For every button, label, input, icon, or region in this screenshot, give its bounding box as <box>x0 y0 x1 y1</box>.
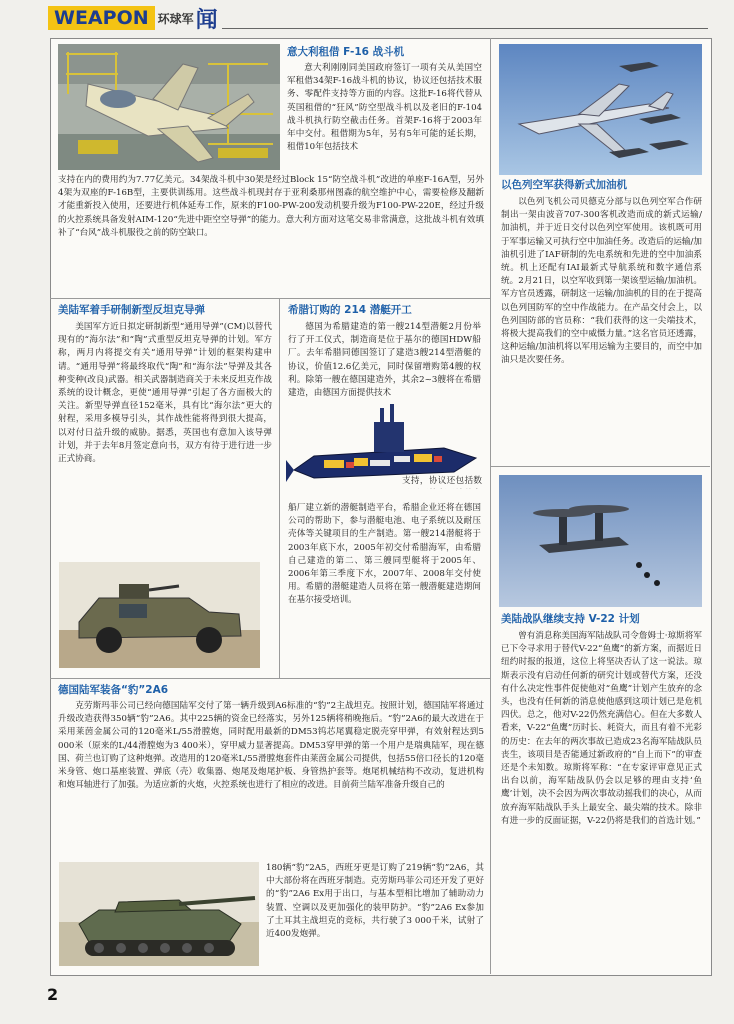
sub-body-top-text: 德国为希腊建造的第一艘214型潜艇2月份举行了开工仪式，制造商是位于基尔的德国HDW船厂。去年希腊同德国签订了建造3艘214型潜艇的协议，价值12.6亿美元，同时保留增购第4艘的权利。除第一艘在德国建造外，其余2~3艘将在希腊建造，由德国方面提供技术 <box>288 322 481 399</box>
sub-title: 希腊订购的 214 潜艇开工 <box>288 304 412 316</box>
separator-2 <box>50 678 490 679</box>
masthead-big-char: 闻 <box>195 6 218 33</box>
sub-body-mid <box>402 475 482 489</box>
v22-illustration <box>499 475 702 607</box>
leopard-body-bottom <box>266 862 484 970</box>
tanker-title: 以色列空军获得新式加油机 <box>501 179 627 191</box>
masthead <box>48 5 218 31</box>
tanker-photo <box>499 44 702 175</box>
sub-body-mid-text: 支持，协议还包括数 <box>402 476 482 486</box>
v22-body <box>501 630 702 968</box>
v22-photo <box>499 475 702 607</box>
leopard-body-top-text: 克劳斯玛菲公司已经向德国陆军交付了第一辆升级到A6标准的“豹”2主战坦克。按照计划，德国陆军将通过升级改造获得350辆“豹”2A6。其中225辆的资金已经落实，另外125辆将稍晚拖后。“豹”2A6的最大改进在于采用莱茵金属公司的120毫米L/55滑膛炮，同时配用最新的DM53钨芯尾翼稳定脱壳穿甲弹，有效射程达到5 000米（原来的L/44滑膛炮为3 400米），穿甲威力显著提高。DM53穿甲弹的第一个用户是瑞典陆军，现在德国、荷兰也订购了这种炮弹。改造用的120毫米L/55滑膛炮套件由莱茵金属公司提供，包括55倍口径长的120毫米身管、炮口基座装置、弹底（壳）收集器、炮尾及炮尾护板、身管热护套等。炮尾机械结构不改动，复进机构和炮耳轴进行了加强。为适应新的火炮，火控系统也进行了相应的改进。目前荷兰陆军准备升级自己的 <box>58 701 484 791</box>
humvee-photo <box>59 562 260 668</box>
f16-body-bottom-text: 支持在内的费用约为7.77亿美元。34架战斗机中30架是经过Block 15“防空战斗机”改进的单座F-16A型，另外4架为双座的F-16B型，主要供训练用。这些战斗机现封存于亚利桑那州图森的航空维护中心，需要检修及翻新才能重新投入使用，还要进行机体延寿工作，原来的F100-PW-200发动机要升级为F100-PW-220E，经过升级的火控系统具备发射AIM-120“先进中距空空导弹”的能力。意大利方面对这笔交易非常满意，这批战斗机有效填补了“台风”战斗机服役之前的防空缺口。 <box>58 175 484 238</box>
middle-divider <box>279 299 280 678</box>
v22-body-text: 曾有消息称美国海军陆战队司令詹姆士·琼斯将军已下令寻求用于替代V-22“鱼鹰”的新方案，而据近日纽约时报的报道，这位上将坚决否认了这一说法。琼斯表示没有启动任何新的研究计划或替代方案，还没有什么决定性事件促使他对“鱼鹰”计划产生放弃的念头，也没有任何新的消息使他感到这项计划已是危机四伏。总之，他对V-22仍然充满信心。但在大多数人看来，V-22“鱼鹰”历时长、耗资大，而且有着不光彩的历史：在去年的两次事故已造成23名海军陆战队员丧生，该项目是否能通过新政府的“自上而下”的审查还是个未知数。琼斯将军称：“在专家评审意见正式出台以前，海军陆战队仍会以足够的理由支持‘鱼鹰’计划，决不会因为两次事故动摇我们的决心，从而放弃海军陆战队手头上最安全、最尖端的技术。除非有进一步的反面证据，V-22仍将是我们的首选计划。” <box>501 631 702 826</box>
page-number: 2 <box>47 985 59 1004</box>
tanker-body <box>501 196 702 462</box>
f16-body-right <box>287 62 482 172</box>
f16-body-right-text: 意大利刚刚同美国政府签订一项有关从美国空军租借34架F-16战斗机的协议，协议还包括技术服务、零配件支持等方面的内容。这批F-16将代替从英国租借的“狂风”防空型战斗机以及老旧的F-104战斗机执行防空截击任务。首架F-16将于2003年年中交付。租借期为5年，另有5年可能的延长期，租借10年包括技术 <box>287 63 482 153</box>
missile-body <box>58 321 272 559</box>
leopard-title: 德国陆军装备“豹”2A6 <box>58 684 169 696</box>
humvee-illustration <box>59 562 260 668</box>
leopard-body-top <box>58 700 484 860</box>
masthead-brand: WEAPON <box>48 6 155 30</box>
missile-body-text: 美国军方近日拟定研制新型“通用导弹”(CM)以替代现有的“海尔法”和“陶”式重型反坦克导弹的计划。军方称，两月内将提交有关“通用导弹”计划的框架构建申请。“通用导弹”将最终取代“陶”和“海尔法”导弹及其各种变种(改良)武器。相关武器制造商关于未来反坦克作战系统的设计概念，更使“通用导弹”引起了各方面极大的关注。新型导弹直径152毫米，具有比“海尔法”更大的射程，采用多模导引头，其作战性能将得到很大提高，以对付日益升级的威胁。据悉，英国也有意加入该导弹计划，并于去年8月签定意向书，双方有待于进行进一步正式协商。 <box>58 322 272 465</box>
right-column-separator <box>491 466 710 467</box>
tanker-body-text: 以色列飞机公司贝德克分部与以色列空军合作研制出一架由波音707-300客机改造而成的新式运输/加油机，并于近日交付以色列空军使用。该机既可用于军事运输又可执行空中加油任务。改造后的运输/加油机引进了IAF研制的先电系统和先进的空中加油系统。机上还配有IAI最新式导航系统和数字通信系统。2月21日，以空军收到第一架该型运输/加油机。军方官员透露，研制这一运输/加油机的目的在于提高以色列国防军的空中作战能力。在产品交付会上，以色列国防部的官员称：“我们获得的这一尖端技术，将极大提高我们的空中威慑力量。”这名官员还透露，这种运输/加油机将以军用运输为主要目的，而空中加油只是次要任务。 <box>501 197 702 366</box>
separator-1 <box>50 298 490 299</box>
f16-body-bottom <box>58 174 484 294</box>
missile-title: 美陆军着手研制新型反坦克导弹 <box>58 304 205 316</box>
f16-title: 意大利租借 F-16 战斗机 <box>287 46 405 58</box>
leopard-photo <box>59 862 259 966</box>
masthead-rule <box>222 28 708 29</box>
f16-illustration <box>58 44 280 170</box>
tank-illustration <box>59 862 259 966</box>
sub-body-bottom <box>288 502 481 674</box>
v22-title: 美陆战队继续支持 V-22 计划 <box>501 613 640 625</box>
f16-photo <box>58 44 280 170</box>
tanker-illustration <box>499 44 702 175</box>
masthead-subtitle: 环球军 <box>157 11 194 26</box>
column-divider <box>490 38 491 974</box>
sub-body-bottom-text: 船厂建立新的潜艇制造平台，希腊企业还将在德国公司的帮助下，参与潜艇电池、电子系统以及耐压壳体等关键项目的生产制造。第一艘214潜艇将于2003年底下水，2005年初交付希腊海军，由希腊自己建造的第二、第三艘同型艇将于2005年、2006年第三季度下水，2007年、2008年交付使用。希腊的潜艇建造人员将在第一艘潜艇建造期间在基尔接受培训。 <box>288 503 481 606</box>
leopard-body-bottom-text: 180辆“豹”2A5，西班牙更是订购了219辆“豹”2A6，其中大部份将在西班牙制造。克劳斯玛菲公司还开发了更好的“豹”2A6 Ex用于出口，与基本型相比增加了辅助动力装置、空调以及更加强化的装甲防护。“豹”2A6 Ex参加了土耳其主战坦克的竞标，共行驶了3 000千米，试射了近400发炮弹。 <box>266 863 484 940</box>
